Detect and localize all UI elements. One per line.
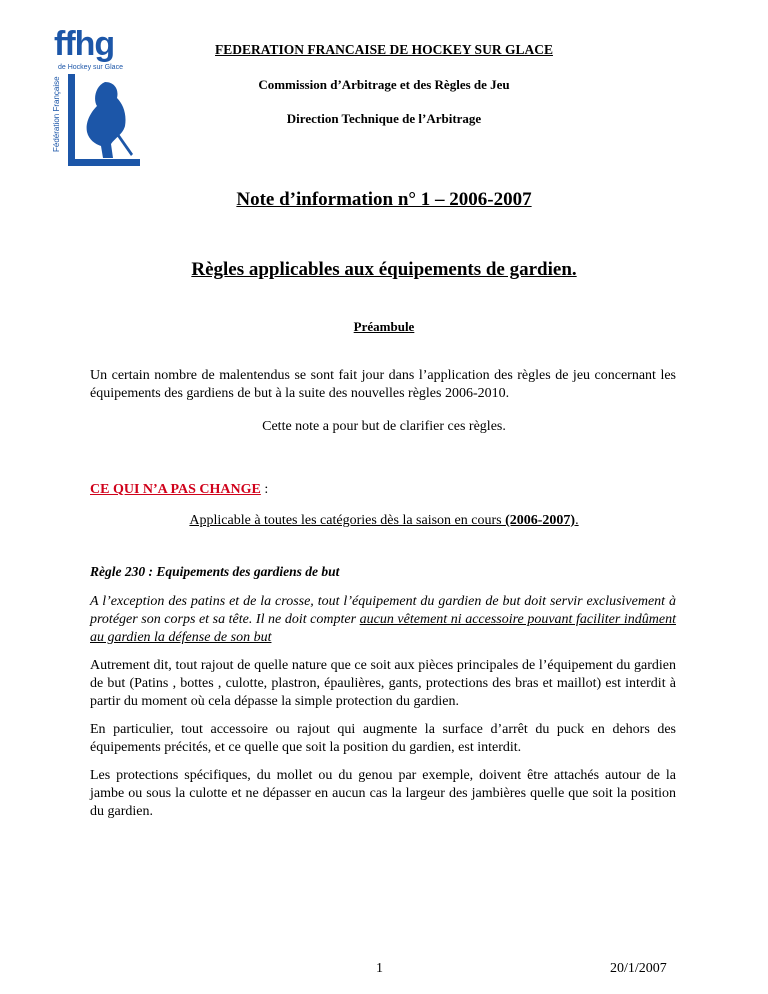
rule-heading: Règle 230 : Equipements des gardiens de but — [90, 564, 340, 579]
logo-wordmark: ffhg — [54, 25, 115, 63]
rule-text-underlined: aucun vêtement ni accessoire pouvant faciliter indûment au gardien la défense de son but — [90, 612, 677, 645]
preamble-heading: Préambule — [353, 319, 415, 334]
purpose-paragraph: Cette note a pour but de clarifier ces règles. — [262, 419, 506, 434]
section-heading-text: CE QUI N’A PAS CHANGE — [90, 482, 261, 497]
paragraph-autrement: Autrement dit, tout rajout de quelle nature que ce soit aux pièces principales de l’équipement du gardien de but (Patins , bottes , culotte, plastron, épaulières, gants, protections des bras et maillot) est interdit à partir du moment où cela dépasse la simple protection du gardien. — [90, 658, 676, 709]
federation-name: FEDERATION FRANCAISE DE HOCKEY SUR GLACE — [215, 42, 553, 57]
section-heading-colon: : — [260, 482, 269, 497]
page-number: 1 — [376, 961, 383, 976]
commission-name: Commission d’Arbitrage et des Règles de Jeu — [258, 77, 510, 92]
direction-name: Direction Technique de l’Arbitrage — [286, 111, 482, 126]
applicable-season: (2006-2007) — [505, 513, 576, 528]
applicable-period: . — [575, 513, 579, 528]
applicable-line — [0, 512, 768, 530]
logo-subtitle: de Hockey sur Glace — [58, 64, 123, 71]
document-subtitle: Règles applicables aux équipements de gardien. — [191, 259, 577, 280]
preamble-paragraph: Un certain nombre de malentendus se sont fait jour dans l’application des règles de jeu concernant les équipements des gardiens de but à la suite des nouvelles règles 2006-2010. — [90, 368, 676, 401]
footer-date: 20/1/2007 — [610, 961, 667, 976]
paragraph-protections: Les protections spécifiques, du mollet ou du genou par exemple, doivent être attachés autour de la jambe ou sous la culotte et ne dépasser en aucun cas la largeur des jambières quelle que soit la position du gardien. — [90, 768, 676, 819]
rule-text: A l’exception des patins et de la crosse, tout l’équipement du gardien de but doit servir exclusivement à protéger son corps et sa tête. Il ne doit compter — [90, 594, 676, 627]
section-heading — [90, 482, 268, 498]
logo-vertical-text: Fédération Française — [52, 76, 61, 152]
document-title: Note d’information n° 1 – 2006-2007 — [236, 189, 532, 210]
rule-paragraph — [90, 593, 676, 647]
paragraph-particulier: En particulier, tout accessoire ou rajout qui augmente la surface d’arrêt du puck en dehors des équipements précités, et ce quelle que soit la position du gardien, est interdit. — [90, 722, 676, 755]
applicable-text: Applicable à toutes les catégories dès la saison en cours — [189, 513, 506, 528]
